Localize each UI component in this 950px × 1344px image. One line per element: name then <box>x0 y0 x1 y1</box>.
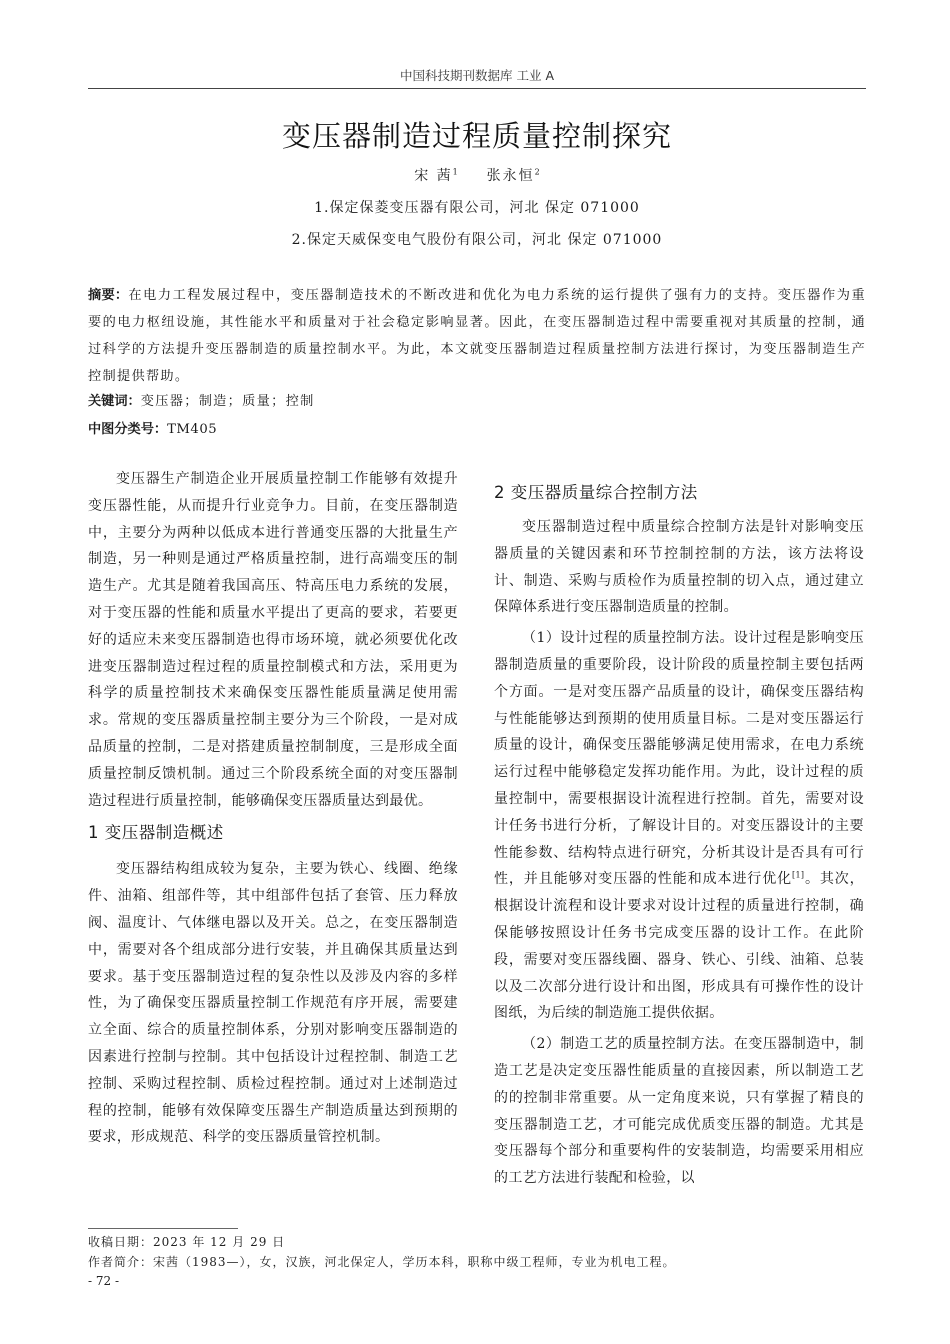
author-line <box>88 165 866 185</box>
design-control-paragraph <box>494 625 864 1027</box>
paper-title: 变压器制造过程质量控制探究 <box>281 119 672 153</box>
classification-text: TM405 <box>167 422 218 437</box>
right-column <box>494 478 864 1192</box>
section-2-heading: 2 变压器质量综合控制方法 <box>494 483 698 502</box>
left-column <box>88 466 458 1151</box>
affiliation-2: 2.保定天威保变电气股份有限公司，河北 保定 071000 <box>291 232 663 248</box>
abstract <box>88 282 866 390</box>
author-affiliation-mark: 2 <box>534 167 540 177</box>
author-bio: 作者简介：宋茜（1983—），女，汉族，河北保定人，学历本科，职称中级工程师，专业为机电工程。 <box>88 1255 676 1269</box>
abstract-text: 在电力工程发展过程中，变压器制造技术的不断改进和优化为电力系统的运行提供了强有力的支持。变压器作为重要的电力枢纽设施，其性能水平和质量对于社会稳定影响显著。因此，在变压器制造过程中需要重视对其质量的控制，通过科学的方法提升变压器制造的质量控制水平。为此，本文就变压器制造过程质量控制方法进行探讨，为变压器制造生产控制提供帮助。 <box>88 288 866 384</box>
section-1-paragraph: 变压器结构组成较为复杂，主要为铁心、线圈、绝缘件、油箱、组部件等，其中组部件包括了套管、压力释放阀、温度计、气体继电器以及开关。总之，在变压器制造中，需要对各个组成部分进行安装，并且确保其质量达到要求。基于变压器制造过程的复杂性以及涉及内容的多样性，为了确保变压器质量控制工作规范有序开展，需要建立全面、综合的质量控制体系，分别对影响变压器制造的因素进行控制与控制。其中包括设计过程控制、制造工艺控制、采购过程控制、质检过程控制。通过对上述制造过程的控制，能够有效保障变压器生产制造质量达到预期的要求，形成规范、科学的变压器质量管控机制。 <box>88 861 458 1146</box>
abstract-label: 摘要： <box>88 288 129 303</box>
header-rule <box>88 88 866 89</box>
received-date: 收稿日期：2023 年 12 月 29 日 <box>88 1235 286 1249</box>
footnote-rule <box>88 1228 238 1229</box>
section-2-intro: 变压器制造过程中质量综合控制方法是针对影响变压器质量的关键因素和环节控制控制的方法，该方法将设计、制造、采购与质检作为质量控制的切入点，通过建立保障体系进行变压器制造质量的控制。 <box>494 519 864 616</box>
intro-paragraph: 变压器生产制造企业开展质量控制工作能够有效提升变压器性能，从而提升行业竞争力。目前，在变压器制造中，主要分为两种以低成本进行普通变压器的大批量生产制造，另一种则是通过严格质量控制，进行高端变压的制造生产。尤其是随着我国高压、特高压电力系统的发展，对于变压器的性能和质量水平提出了更高的要求，若要更好的适应未来变压器制造也得市场环境，就必须要优化改进变压器制造过程过程的质量控制模式和方法，采用更为科学的质量控制技术来确保变压器性能质量满足使用需求。常规的变压器质量控制主要分为三个阶段，一是对成品质量的控制，二是对搭建质量控制制度，三是形成全面质量控制反馈机制。通过三个阶段系统全面的对变压器制造过程进行质量控制，能够确保变压器质量达到最优。 <box>88 471 458 809</box>
author-name: 宋 茜 <box>414 168 453 184</box>
paragraph-text: 。其次，根据设计流程和设计要求对设计过程的质量进行控制，确保能够按照设计任务书完成变压器的设计工作。在此阶段，需要对变压器线圈、器身、铁心、引线、油箱、总装以及二次部分进行设计和出图，形成具有可操作性的设计图纸，为后续的制造施工提供依据。 <box>494 871 865 1022</box>
keywords-label: 关键词： <box>88 394 141 409</box>
author-affiliation-mark: 1 <box>452 167 458 177</box>
classification-label: 中图分类号： <box>88 422 168 437</box>
author-name: 张永恒 <box>486 168 535 184</box>
keywords <box>88 390 315 409</box>
section-1-heading: 1 变压器制造概述 <box>88 823 224 843</box>
classification-number <box>88 418 217 437</box>
keywords-text: 变压器；制造；质量；控制 <box>140 394 315 409</box>
running-head: 中国科技期刊数据库 工业 A <box>400 68 554 83</box>
citation-ref[interactable]: [1] <box>792 870 805 880</box>
page-number: - 72 - <box>88 1274 120 1288</box>
paragraph-text: （1）设计过程的质量控制方法。设计过程是影响变压器制造质量的重要阶段，设计阶段的质量控制主要包括两个方面。一是对变压器产品质量的设计，确保变压器结构与性能能够达到预期的使用质量目标。二是对变压器运行质量的设计，确保变压器能够满足使用需求，在电力系统运行过程中能够稳定发挥功能作用。为此，设计过程的质量控制中，需要根据设计流程进行控制。首先，需要对设计任务书进行分析，了解设计目的。对变压器设计的主要性能参数、结构特点进行研究，分析其设计是否具有可行性，并且能够对变压器的性能和成本进行优化 <box>494 630 864 888</box>
affiliation-1: 1.保定保菱变压器有限公司，河北 保定 071000 <box>314 200 640 216</box>
process-control-paragraph: （2）制造工艺的质量控制方法。在变压器制造中，制造工艺是决定变压器性能质量的直接因素，所以制造工艺的的控制非常重要。从一定角度来说，只有掌握了精良的变压器制造工艺，才可能完成优质变压器的制造。尤其是变压器每个部分和重要构件的安装制造，均需要采用相应的工艺方法进行装配和检验，以 <box>494 1036 864 1187</box>
